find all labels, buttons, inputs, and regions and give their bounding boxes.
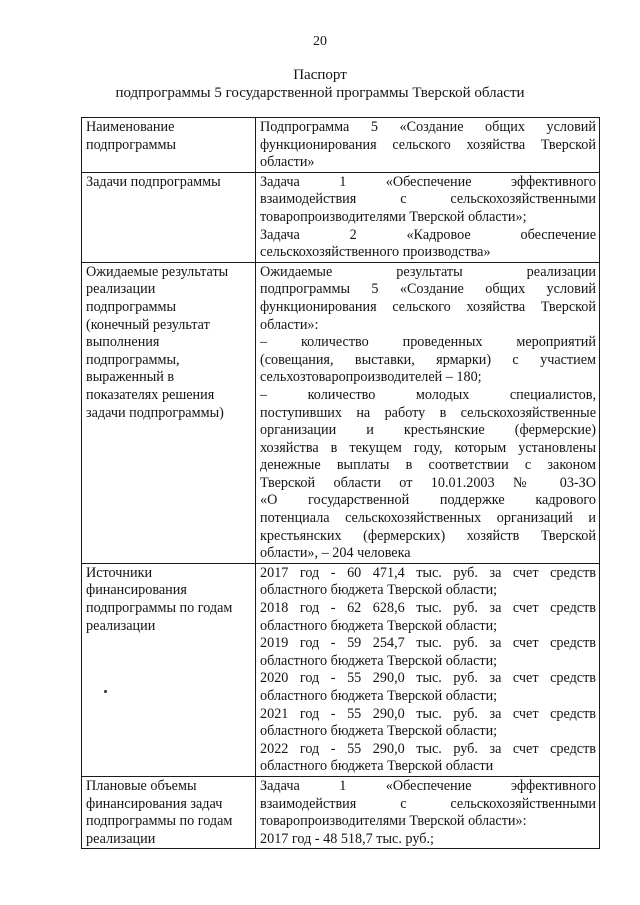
value-line: хозяйства в текущем году, которым установлены: [260, 439, 596, 456]
label-line: выраженный в: [86, 369, 175, 386]
value-line: организации и крестьянские (фермерские): [260, 422, 596, 439]
label-line: Наименование: [86, 119, 175, 135]
value-line: области»: [260, 154, 315, 171]
label-line: выполнения: [86, 334, 160, 351]
row-sources-label: [82, 563, 256, 776]
value-line: взаимодействия с сельскохозяйственными: [260, 795, 596, 812]
row-sources-value: [256, 563, 600, 776]
value-line: товаропроизводителями Тверской области»:: [260, 813, 527, 830]
value-line: области», – 204 человека: [260, 545, 411, 562]
table-row-volumes: [82, 776, 600, 848]
value-line: поступивших на работу в сельскохозяйственные: [260, 404, 596, 421]
row-volumes-value: [256, 776, 600, 848]
value-line: 2017 год - 48 518,7 тыс. руб.;: [260, 830, 434, 847]
value-line: Подпрограмма 5 «Создание общих условий: [260, 119, 596, 135]
value-line: функционирования сельского хозяйства Тверской: [260, 298, 596, 315]
title-line-1: Паспорт: [293, 67, 347, 83]
scan-speck: [104, 690, 107, 693]
value-line: крестьянских (фермерских) хозяйств Тверской: [260, 527, 596, 544]
label-line: финансирования: [86, 582, 187, 599]
label-line: реализации: [86, 281, 156, 298]
value-line: – количество проведенных мероприятий: [260, 334, 596, 351]
label-line: реализации: [86, 617, 156, 634]
value-line: областного бюджета Тверской области;: [260, 688, 498, 704]
value-line: 2020 год - 55 290,0 тыс. руб. за счет средств: [260, 670, 596, 687]
value-line: 2017 год - 60 471,4 тыс. руб. за счет средств: [260, 564, 596, 581]
label-line: финансирования задач: [86, 795, 223, 812]
value-line: Задача 1 «Обеспечение эффективного: [260, 777, 596, 794]
value-line: областного бюджета Тверской области;: [260, 652, 498, 669]
value-line: 2021 год - 55 290,0 тыс. руб. за счет средств: [260, 705, 596, 722]
label-line: задачи подпрограммы): [86, 404, 224, 421]
value-line: областного бюджета Тверской области;: [260, 582, 498, 599]
label-line: реализации: [86, 830, 156, 847]
label-line: подпрограммы по годам: [86, 600, 233, 617]
row-results-value: [256, 262, 600, 563]
title-line-2: подпрограммы 5 государственной программы Тверской области: [115, 85, 525, 101]
value-line: 2019 год - 59 254,7 тыс. руб. за счет средств: [260, 635, 596, 652]
row-name-label: [82, 118, 256, 173]
value-line: подпрограммы 5 «Создание общих условий: [260, 281, 596, 298]
value-line: Ожидаемые результаты реализации: [260, 263, 596, 280]
label-line: подпрограммы: [86, 136, 176, 153]
row-tasks-value: [256, 172, 600, 262]
label-line: показателях решения: [86, 386, 215, 403]
label-line: (конечный результат: [86, 316, 210, 333]
value-line: области»:: [260, 316, 319, 333]
value-line: (совещания, выставки, ярмарки) с участием: [260, 351, 596, 368]
value-line: 2022 год - 55 290,0 тыс. руб. за счет средств: [260, 740, 596, 757]
value-line: денежные выплаты в соответствии с законом: [260, 457, 596, 474]
value-line: областного бюджета Тверской области: [260, 758, 494, 775]
label-line: подпрограммы по годам: [86, 813, 233, 830]
table-row-results: [82, 262, 600, 563]
table-row-tasks: [82, 172, 600, 262]
label-line: подпрограммы: [86, 298, 176, 315]
label-line: Источники: [86, 564, 153, 581]
row-name-value: [256, 118, 600, 173]
label-line: Плановые объемы: [86, 777, 197, 794]
value-line: товаропроизводителями Тверской области»;: [260, 208, 527, 225]
value-line: сельхозтоваропроизводителей – 180;: [260, 369, 482, 386]
value-line: взаимодействия с сельскохозяйственными: [260, 191, 596, 208]
value-line: областного бюджета Тверской области;: [260, 723, 498, 740]
value-line: сельскохозяйственного производства»: [260, 244, 491, 261]
row-tasks-label: [82, 172, 256, 262]
value-line: 2018 год - 62 628,6 тыс. руб. за счет средств: [260, 600, 596, 617]
label-line: подпрограммы,: [86, 351, 180, 368]
value-line: потенциала сельскохозяйственных организаций и: [260, 510, 596, 527]
table-row-name: [82, 118, 600, 173]
label-line: Задачи подпрограммы: [86, 173, 221, 190]
label-line: Ожидаемые результаты: [86, 263, 229, 280]
value-line: областного бюджета Тверской области;: [260, 617, 498, 634]
value-line: Задача 1 «Обеспечение эффективного: [260, 173, 596, 190]
row-results-label: [82, 262, 256, 563]
value-line: функционирования сельского хозяйства Тверской: [260, 136, 596, 153]
table-row-sources: [82, 563, 600, 776]
passport-table: [81, 117, 600, 849]
row-volumes-label: [82, 776, 256, 848]
document-title: [0, 66, 640, 102]
value-line: Задача 2 «Кадровое обеспечение: [260, 226, 596, 243]
page-number: 20: [313, 34, 327, 49]
value-line: «О государственной поддержке кадрового: [260, 492, 596, 509]
value-line: Тверской области от 10.01.2003 № 03-ЗО: [260, 474, 596, 491]
value-line: – количество молодых специалистов,: [260, 386, 596, 403]
